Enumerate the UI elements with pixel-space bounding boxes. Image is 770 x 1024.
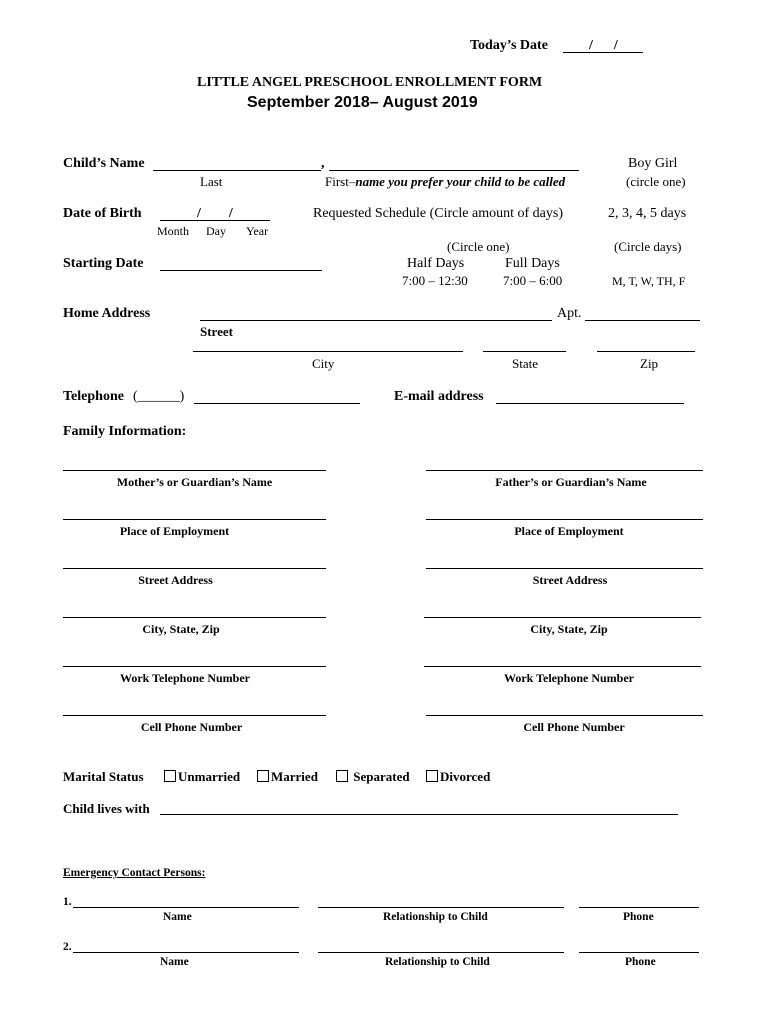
checkbox-icon[interactable] <box>426 770 438 782</box>
father-employment-caption: Place of Employment <box>514 524 624 538</box>
mother-street-caption: Street Address <box>138 573 213 587</box>
marital-option-divorced[interactable]: Divorced <box>426 769 490 785</box>
mother-employment-caption: Place of Employment <box>119 524 230 538</box>
dob-separators: / / <box>197 206 233 221</box>
emergency-1-phone-field[interactable] <box>579 907 699 908</box>
apt-field[interactable] <box>585 320 700 321</box>
mother-name-field[interactable] <box>63 470 326 471</box>
enrollment-term: September 2018– August 2019 <box>247 94 478 111</box>
father-name-field[interactable] <box>426 470 703 471</box>
father-work-phone-field[interactable] <box>424 666 701 667</box>
emergency-2-name-caption: Name <box>160 956 189 968</box>
emergency-row-2-number: 2. <box>63 941 72 953</box>
father-cell-phone-field[interactable] <box>426 715 703 716</box>
emergency-row-1-number: 1. <box>63 896 72 908</box>
city-caption: City <box>312 356 335 371</box>
child-lives-with-field[interactable] <box>160 814 678 815</box>
telephone-field[interactable] <box>194 403 360 404</box>
father-cell-phone-caption: Cell Phone Number <box>523 720 625 734</box>
emergency-1-relationship-field[interactable] <box>318 907 564 908</box>
form-title: LITTLE ANGEL PRESCHOOL ENROLLMENT FORM <box>197 75 543 90</box>
starting-date-field[interactable] <box>160 270 322 271</box>
schedule-days-options[interactable]: 2, 3, 4, 5 days <box>608 206 687 221</box>
marital-option-separated[interactable]: Separated <box>336 769 410 785</box>
mother-work-phone-field[interactable] <box>63 666 326 667</box>
emergency-1-relationship-caption: Relationship to Child <box>383 911 488 923</box>
father-work-phone-caption: Work Telephone Number <box>503 671 635 685</box>
dob-label: Date of Birth <box>63 206 142 221</box>
telephone-label: Telephone <box>63 389 124 404</box>
circle-days-caption: (Circle days) <box>614 239 682 254</box>
emergency-contacts-heading: Emergency Contact Persons: <box>63 867 206 879</box>
full-days-hours: 7:00 – 6:00 <box>503 273 563 288</box>
child-first-name-field[interactable] <box>329 170 579 171</box>
emergency-2-relationship-caption: Relationship to Child <box>385 956 490 968</box>
weekday-options[interactable]: M, T, W, TH, F <box>612 274 686 288</box>
home-address-label: Home Address <box>63 306 151 321</box>
emergency-1-name-field[interactable] <box>73 907 299 908</box>
emergency-1-name-caption: Name <box>163 911 192 923</box>
mother-street-field[interactable] <box>63 568 326 569</box>
state-caption: State <box>512 356 538 371</box>
father-name-caption: Father’s or Guardian’s Name <box>495 475 647 489</box>
mother-cell-phone-caption: Cell Phone Number <box>140 720 243 734</box>
child-name-label: Child’s Name <box>63 156 145 171</box>
emergency-1-phone-caption: Phone <box>623 911 654 923</box>
half-days-option[interactable]: Half Days <box>407 256 465 271</box>
starting-date-label: Starting Date <box>63 256 144 271</box>
father-city-field[interactable] <box>424 617 701 618</box>
email-field[interactable] <box>496 403 684 404</box>
street-address-field[interactable] <box>200 320 552 321</box>
circle-one-caption: (Circle one) <box>447 239 510 254</box>
state-field[interactable] <box>483 351 566 352</box>
city-field[interactable] <box>193 351 463 352</box>
apt-label: Apt. <box>557 306 582 321</box>
first-caption: First–name you prefer your child to be called <box>325 174 566 189</box>
comma: , <box>321 156 325 171</box>
father-street-caption: Street Address <box>532 573 608 587</box>
todays-date-separators: / / <box>589 38 618 53</box>
gender-caption: (circle one) <box>626 174 686 189</box>
child-lives-with-label: Child lives with <box>63 801 150 816</box>
full-days-option[interactable]: Full Days <box>505 256 560 271</box>
child-last-name-field[interactable] <box>153 170 321 171</box>
mother-city-field[interactable] <box>63 617 326 618</box>
emergency-2-phone-field[interactable] <box>579 952 699 953</box>
dob-day: Day <box>206 224 226 238</box>
emergency-2-name-field[interactable] <box>73 952 299 953</box>
area-code-field[interactable]: (______) <box>133 389 185 404</box>
emergency-2-phone-caption: Phone <box>625 956 656 968</box>
schedule-label: Requested Schedule (Circle amount of days) <box>313 206 563 221</box>
zip-caption: Zip <box>640 356 659 371</box>
email-label: E-mail address <box>394 389 484 404</box>
todays-date-label: Today’s Date <box>470 38 548 53</box>
dob-month: Month <box>157 224 190 238</box>
last-caption: Last <box>200 174 223 189</box>
mother-city-caption: City, State, Zip <box>142 622 220 636</box>
mother-cell-phone-field[interactable] <box>63 715 326 716</box>
mother-work-phone-caption: Work Telephone Number <box>119 671 251 685</box>
emergency-2-relationship-field[interactable] <box>318 952 564 953</box>
street-caption: Street <box>200 324 233 339</box>
half-days-hours: 7:00 – 12:30 <box>402 273 468 288</box>
marital-status-label: Marital Status <box>63 769 144 784</box>
gender-options[interactable]: Boy Girl <box>628 156 678 171</box>
checkbox-icon[interactable] <box>257 770 269 782</box>
checkbox-icon[interactable] <box>336 770 348 782</box>
zip-field[interactable] <box>597 351 695 352</box>
mother-employment-field[interactable] <box>63 519 326 520</box>
dob-year: Year <box>246 224 269 238</box>
father-employment-field[interactable] <box>426 519 703 520</box>
father-city-caption: City, State, Zip <box>530 622 608 636</box>
marital-option-unmarried[interactable]: Unmarried <box>164 769 240 785</box>
checkbox-icon[interactable] <box>164 770 176 782</box>
mother-name-caption: Mother’s or Guardian’s Name <box>116 475 273 489</box>
marital-option-married[interactable]: Married <box>257 769 318 785</box>
family-info-heading: Family Information: <box>63 424 187 439</box>
father-street-field[interactable] <box>426 568 703 569</box>
